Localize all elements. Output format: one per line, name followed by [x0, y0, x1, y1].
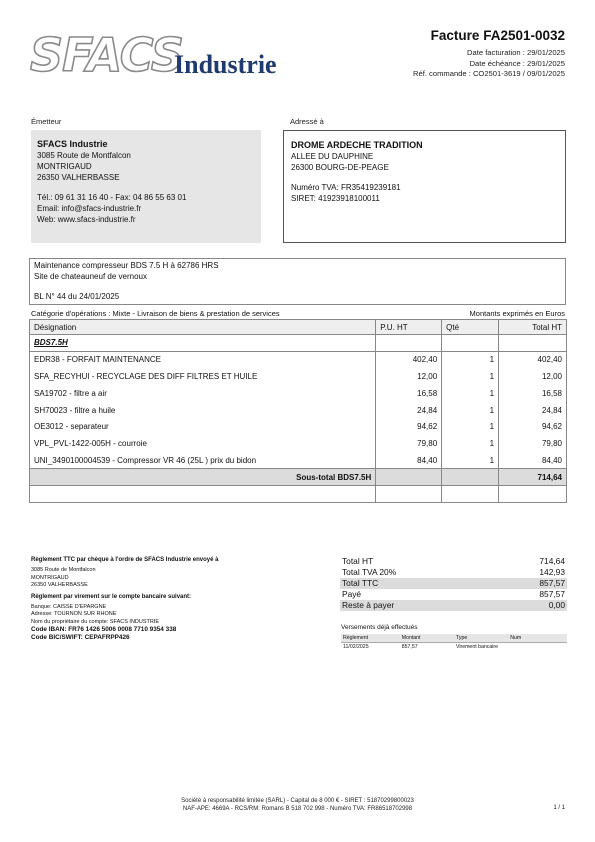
row-unit-price: 12,00	[376, 368, 442, 385]
recipient-address1: ALLEE DU DAUPHINE	[291, 152, 374, 161]
total-label: Payé	[342, 589, 362, 599]
row-quantity: 1	[442, 435, 499, 452]
company-logo	[30, 28, 290, 84]
row-quantity: 1	[442, 402, 499, 419]
cheque-title: Règlement TTC par chèque à l'ordre de SFACS Industrie envoyé à	[31, 557, 219, 563]
payments-header: Type	[454, 634, 508, 643]
header-designation: Désignation	[30, 320, 376, 335]
total-label: Total TVA 20%	[342, 567, 397, 577]
payment-date: 11/02/2025	[341, 643, 400, 652]
header-quantity: Qté	[442, 320, 499, 335]
row-quantity: 1	[442, 418, 499, 435]
total-value: 714,64	[539, 556, 565, 566]
logo-brand: SFACS	[30, 28, 184, 82]
section-title: BDS7.5H	[34, 338, 68, 348]
row-quantity: 1	[442, 385, 499, 402]
table-row	[30, 385, 567, 402]
cheque-address1: 3085 Route de Montfalcon	[31, 567, 96, 574]
invoice-note	[29, 258, 566, 305]
row-designation: SH70023 - filtre a huile	[30, 402, 376, 419]
header-total: Total HT	[499, 320, 567, 335]
row-unit-price: 94,62	[376, 418, 442, 435]
note-line2: Site de chateauneuf de vernoux	[34, 271, 147, 281]
bic: Code BIC/SWIFT: CEPAFRPP426	[31, 634, 130, 642]
total-value: 0,00	[548, 600, 565, 610]
cheque-address2: MONTRIGAUD	[31, 574, 69, 581]
bank-transfer-title: Règlement par virement sur le compte bancaire suivant:	[31, 593, 192, 600]
row-unit-price: 84,40	[376, 452, 442, 469]
iban: Code IBAN: FR76 1426 5006 0008 7710 9354 338	[31, 626, 177, 634]
emitter-web: Web: www.sfacs-industrie.fr	[37, 215, 136, 224]
total-value: 142,93	[539, 567, 565, 577]
subtotal-label: Sous-total BDS7.5H	[30, 469, 376, 486]
payment-number	[508, 643, 567, 652]
table-row	[30, 402, 567, 419]
payment-amount: 857,57	[400, 643, 454, 652]
emitter-phone: Tél.: 09 61 31 16 40 - Fax: 04 86 55 63 01	[37, 193, 187, 202]
paid-row	[340, 589, 567, 600]
emitter-name: SFACS Industrie	[37, 139, 108, 149]
table-row	[30, 368, 567, 385]
table-header-row	[30, 320, 567, 335]
row-unit-price: 79,80	[376, 435, 442, 452]
cheque-address3: 26350 VALHERBASSE	[31, 582, 88, 589]
total-value: 857,57	[539, 589, 565, 599]
row-quantity: 1	[442, 452, 499, 469]
subtotal-value: 714,64	[499, 469, 567, 486]
payment-instructions	[31, 557, 301, 642]
total-label: Reste à payer	[342, 600, 395, 610]
emitter-address1: 3085 Route de Montfalcon	[37, 151, 131, 160]
currency-note: Montants exprimés en Euros	[469, 309, 565, 318]
row-total: 16,58	[499, 385, 567, 402]
legal-footer	[0, 797, 595, 813]
row-total: 84,40	[499, 452, 567, 469]
row-designation: EDR38 - FORFAIT MAINTENANCE	[30, 351, 376, 368]
emitter-address2: MONTRIGAUD	[37, 162, 92, 171]
emitter-label: Émetteur	[31, 117, 62, 126]
operation-category: Catégorie d'opérations : Mixte - Livraison de biens & prestation de services	[31, 309, 280, 318]
table-row	[30, 351, 567, 368]
row-total: 79,80	[499, 435, 567, 452]
invoice-title: Facture FA2501-0032	[430, 28, 565, 43]
total-tva-row	[340, 567, 567, 578]
row-designation: UNI_3490100004539 - Compressor VR 46 (25L ) prix du bidon	[30, 452, 376, 469]
table-row	[30, 452, 567, 469]
total-ttc-row	[340, 578, 567, 589]
recipient-siret: SIRET: 41923918100011	[291, 194, 380, 203]
recipient-address2: 26300 BOURG-DE-PEAGE	[291, 163, 389, 172]
row-unit-price: 402,40	[376, 351, 442, 368]
recipient-box	[283, 130, 566, 243]
totals-block	[340, 556, 567, 611]
recipient-tva: Numéro TVA: FR35419239181	[291, 183, 401, 192]
invoice-meta	[413, 48, 565, 80]
note-line1: Maintenance compresseur BDS 7.5 H à 62786 HRS	[34, 261, 219, 270]
total-value: 857,57	[539, 578, 565, 588]
logo-suffix: Industrie	[174, 50, 277, 79]
page-number: 1 / 1	[553, 805, 565, 811]
row-unit-price: 24,84	[376, 402, 442, 419]
items-table	[29, 319, 567, 503]
invoice-due-date: Date échéance : 29/01/2025	[469, 58, 565, 68]
emitter-email: Email: info@sfacs-industrie.fr	[37, 204, 142, 213]
row-total: 24,84	[499, 402, 567, 419]
payments-header: Règlement	[341, 634, 400, 643]
row-total: 402,40	[499, 351, 567, 368]
row-unit-price: 16,58	[376, 385, 442, 402]
payments-header: Montant	[400, 634, 454, 643]
row-designation: SFA_RECYHUI - RECYCLAGE DES DIFF FILTRES ET HUILE	[30, 368, 376, 385]
order-reference: Réf. commande : CO2501-3619 / 09/01/2025	[413, 69, 565, 78]
payments-table	[341, 634, 567, 651]
section-row	[30, 335, 567, 352]
remaining-row	[340, 600, 567, 611]
row-designation: OE3012 - separateur	[30, 418, 376, 435]
payment-type: Virement bancaire	[454, 643, 508, 652]
bank-address: Adresse: TOURNON SUR RHONE	[31, 611, 117, 618]
bank-owner: Nom du propriétaire du compte: SFACS INDUSTRIE	[31, 618, 160, 625]
note-line3: BL N° 44 du 24/01/2025	[34, 292, 120, 301]
payments-made-title: Versements déjà effectués	[341, 624, 418, 631]
table-row	[30, 418, 567, 435]
blank-row	[30, 486, 567, 503]
invoice-date: Date facturation : 29/01/2025	[467, 48, 565, 57]
total-label: Total HT	[342, 556, 374, 566]
total-label: Total TTC	[342, 578, 379, 588]
row-designation: SA19702 - filtre a air	[30, 385, 376, 402]
table-row	[30, 435, 567, 452]
payments-row	[341, 643, 567, 652]
row-designation: VPL_PVL-1422-005H - courroie	[30, 435, 376, 452]
legal-line2: NAF-APE: 4669A - RCS/RM: Romans B 518 702 998 - Numéro TVA: FR86518702998	[182, 806, 413, 812]
emitter-box	[31, 130, 261, 243]
bank-name: Banque: CAISSE D'EPARGNE	[31, 604, 107, 611]
row-quantity: 1	[442, 351, 499, 368]
recipient-name: DROME ARDECHE TRADITION	[291, 140, 423, 150]
recipient-label: Adressé à	[290, 117, 324, 126]
payments-header-row	[341, 634, 567, 643]
header-unit-price: P.U. HT	[376, 320, 442, 335]
row-quantity: 1	[442, 368, 499, 385]
subtotal-row	[30, 469, 567, 486]
total-ht-row	[340, 556, 567, 567]
emitter-address3: 26350 VALHERBASSE	[37, 173, 120, 182]
payments-header: Num	[508, 634, 567, 643]
row-total: 94,62	[499, 418, 567, 435]
row-total: 12,00	[499, 368, 567, 385]
legal-line1: Société à responsabilité limitée (SARL) - Capital de 8 000 € - SIRET : 51870299800023	[181, 798, 414, 804]
